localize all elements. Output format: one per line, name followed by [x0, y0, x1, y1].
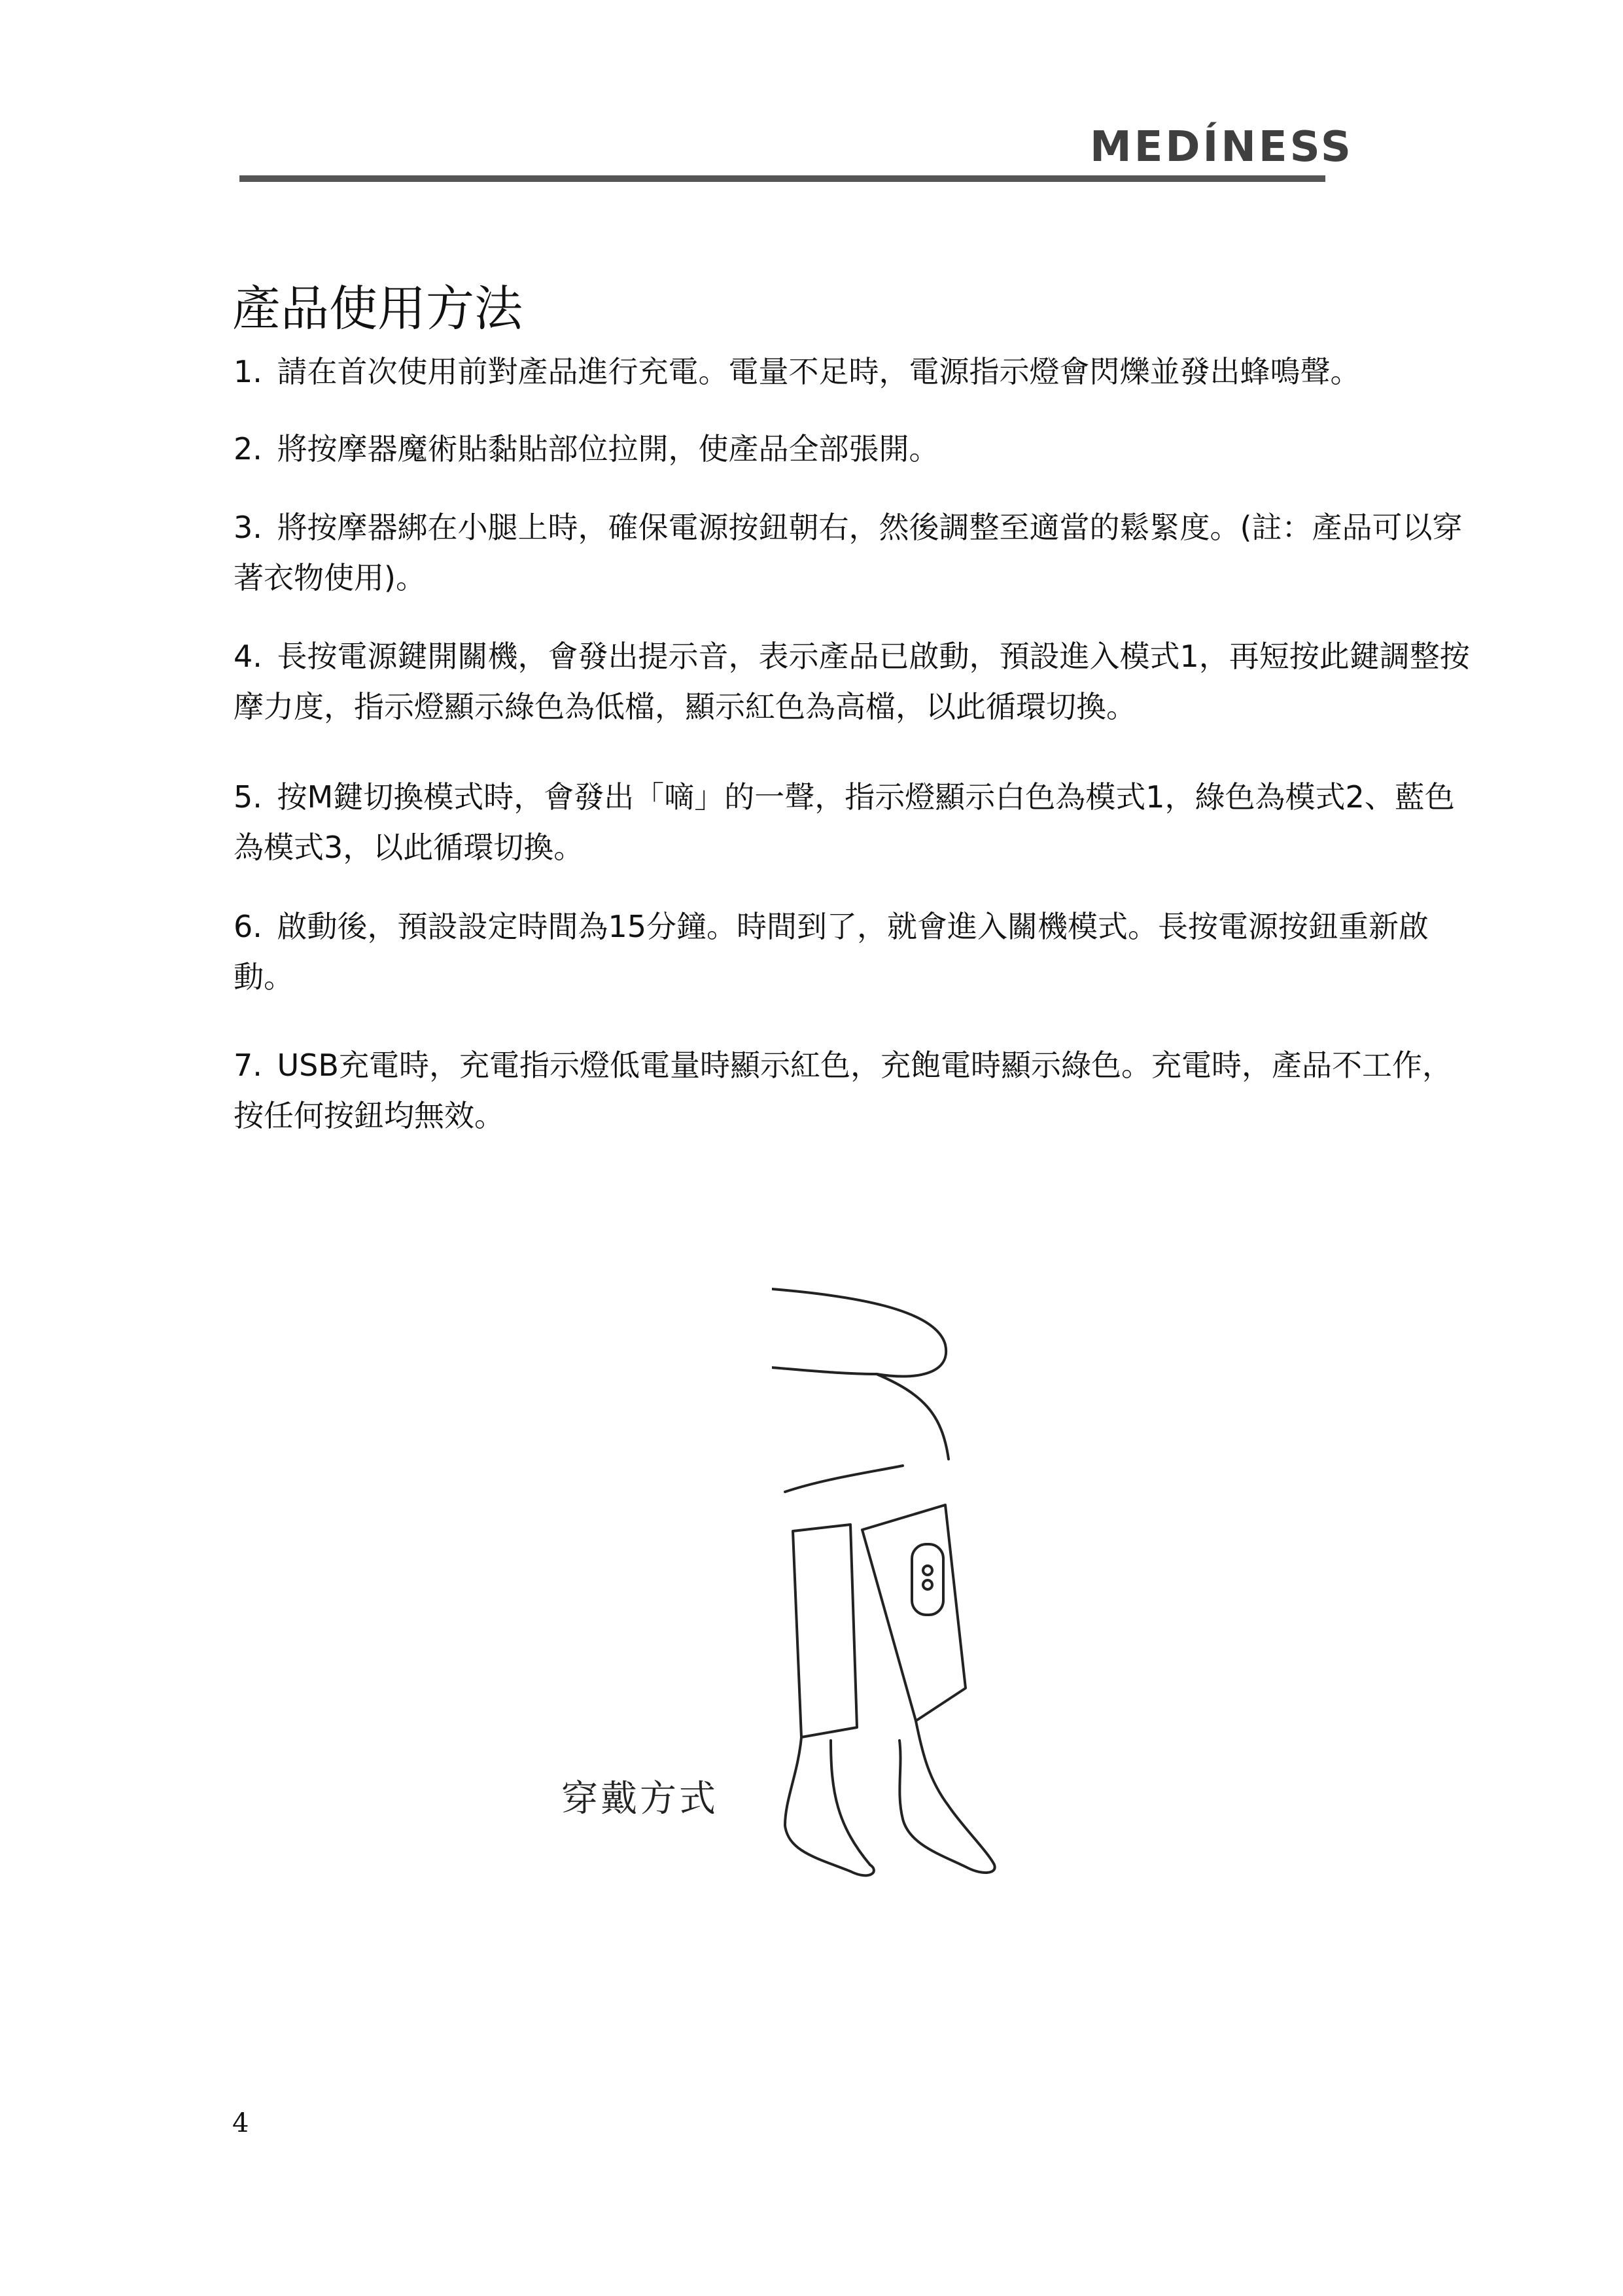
instruction-item: [234, 772, 1476, 873]
instruction-item: [234, 503, 1476, 603]
instruction-number: 2.: [234, 431, 262, 467]
instruction-number: 3.: [234, 510, 262, 545]
header-divider: [239, 175, 1325, 182]
instruction-number: 1.: [234, 354, 262, 389]
page-title: 產品使用方法: [232, 280, 523, 337]
instruction-text: 啟動後，預設設定時間為15分鐘。時間到了，就會進入關機模式。長按電源按鈕重新啟動。: [234, 909, 1429, 995]
instruction-number: 5.: [234, 779, 262, 815]
instruction-text: 將按摩器綁在小腿上時，確保電源按鈕朝右，然後調整至適當的鬆緊度。(註：產品可以穿著衣物使用)。: [234, 510, 1463, 595]
instruction-item: [234, 902, 1476, 1002]
instruction-text: 長按電源鍵開關機，會發出提示音，表示產品已啟動，預設進入模式1，再短按此鍵調整按摩力度，指示燈顯示綠色為低檔，顯示紅色為高檔，以此循環切換。: [234, 639, 1470, 724]
brand-logo: MEDÍNESS: [1090, 123, 1353, 171]
instruction-text: 請在首次使用前對產品進行充電。電量不足時，電源指示燈會閃爍並發出蜂鳴聲。: [277, 354, 1361, 389]
instruction-item: [234, 1040, 1476, 1141]
page-number: 4: [232, 2108, 249, 2138]
instruction-number: 4.: [234, 639, 262, 674]
instruction-text: 按M鍵切換模式時，會發出「嘀」的一聲，指示燈顯示白色為模式1，綠色為模式2、藍色為模式3，以此循環切換。: [234, 779, 1455, 865]
instruction-item: [234, 347, 1476, 397]
illustration-caption: 穿戴方式: [561, 1778, 718, 1820]
instruction-item: [234, 631, 1476, 732]
instruction-text: USB充電時，充電指示燈低電量時顯示紅色，充飽電時顯示綠色。充電時，產品不工作，按任何按鈕均無效。: [234, 1048, 1452, 1133]
leg-massager-illustration: [772, 1282, 1112, 1904]
instruction-item: [234, 424, 1476, 474]
instruction-number: 7.: [234, 1048, 262, 1083]
instruction-text: 將按摩器魔術貼黏貼部位拉開，使產品全部張開。: [277, 431, 939, 467]
instruction-number: 6.: [234, 909, 262, 944]
